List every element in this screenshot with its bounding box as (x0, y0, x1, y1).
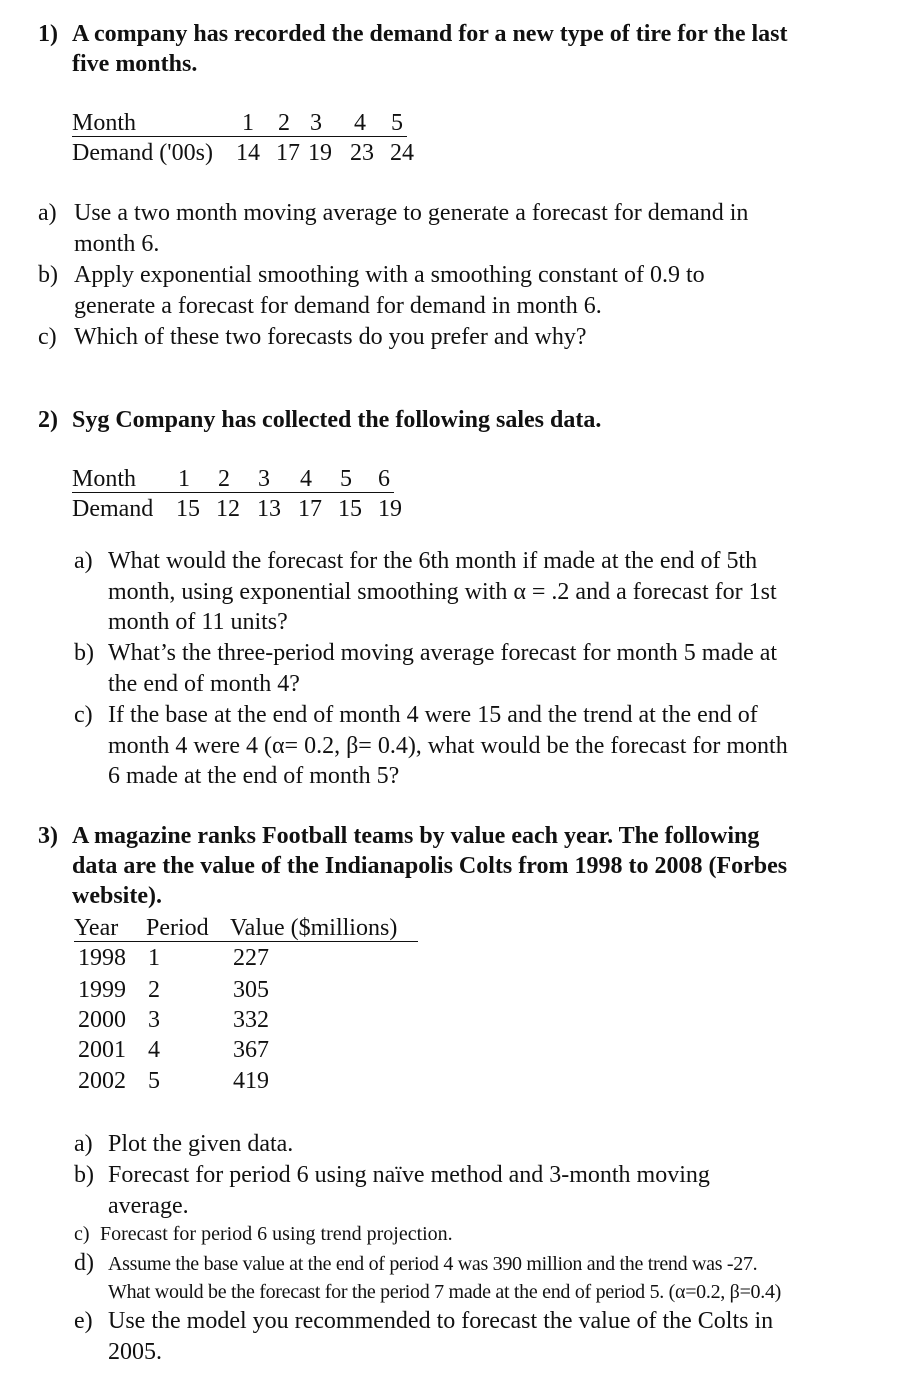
q3-year-cell: 1999 (78, 977, 126, 1003)
q3-period-cell: 1 (148, 945, 160, 971)
q3-header-period: Period (146, 915, 209, 941)
q2-month-value: 2 (218, 466, 230, 492)
question-3-number: 3) (38, 823, 58, 849)
q3-period-cell: 3 (148, 1007, 160, 1033)
q2-part-b-line: the end of month 4? (108, 671, 300, 697)
q1-part-b-line: Apply exponential smoothing with a smoothing constant of 0.9 to (74, 262, 705, 288)
q2-demand-value: 15 (176, 496, 200, 522)
q3-period-cell: 4 (148, 1037, 160, 1063)
q3-year-cell: 1998 (78, 945, 126, 971)
q1-month-value: 3 (310, 110, 322, 136)
q2-part-a-line: month of 11 units? (108, 609, 288, 635)
question-2-text-line-1: Syg Company has collected the following sales data. (72, 407, 602, 433)
q2-demand-value: 19 (378, 496, 402, 522)
q2-demand-value: 12 (216, 496, 240, 522)
q2-part-c-line: If the base at the end of month 4 were 15 and the trend at the end of (108, 702, 758, 728)
q3-part-e-line: Use the model you recommended to forecast the value of the Colts in (108, 1308, 774, 1334)
q2-month-value: 1 (178, 466, 190, 492)
q3-part-b-label: b) (74, 1162, 94, 1188)
question-1-text-line-1: A company has recorded the demand for a new type of tire for the last (72, 21, 788, 47)
q2-month-value: 5 (340, 466, 352, 492)
q2-demand-value: 13 (257, 496, 281, 522)
q2-part-b-label: b) (74, 640, 94, 666)
q3-part-e-label: e) (74, 1308, 93, 1334)
q3-part-a-label: a) (74, 1131, 93, 1157)
q1-demand-value: 19 (308, 140, 332, 166)
q3-part-d-label: d) (74, 1250, 94, 1276)
q2-month-value: 3 (258, 466, 270, 492)
q3-year-cell: 2002 (78, 1068, 126, 1094)
q3-part-c-line: Forecast for period 6 using trend projection. (100, 1223, 453, 1245)
q3-period-cell: 5 (148, 1068, 160, 1094)
q2-part-a-label: a) (74, 548, 93, 574)
q1-part-a-line: Use a two month moving average to generate a forecast for demand in (74, 200, 749, 226)
q1-month-value: 2 (278, 110, 290, 136)
q3-part-c-label: c) (74, 1223, 90, 1245)
q1-demand-value: 24 (390, 140, 414, 166)
question-3-text-line-3: website). (72, 883, 162, 909)
question-2-number: 2) (38, 407, 58, 433)
q1-month-value: 4 (354, 110, 366, 136)
q3-part-b-line: Forecast for period 6 using naïve method and 3-month moving (108, 1162, 710, 1188)
question-1-number: 1) (38, 21, 58, 47)
question-3-text-line-1: A magazine ranks Football teams by value each year. The following (72, 823, 760, 849)
q3-header-year: Year (74, 915, 119, 941)
q1-month-value: 1 (242, 110, 254, 136)
q2-part-b-line: What’s the three-period moving average forecast for month 5 made at (108, 640, 778, 666)
q2-month-label: Month (72, 466, 137, 492)
q3-header-value: Value ($millions) (230, 915, 398, 941)
q2-demand-value: 17 (298, 496, 322, 522)
q3-value-cell: 332 (233, 1007, 269, 1033)
q2-demand-value: 15 (338, 496, 362, 522)
q1-part-b-label: b) (38, 262, 58, 288)
q2-demand-label: Demand (72, 496, 154, 522)
q2-month-value: 4 (300, 466, 312, 492)
q1-part-c-line: Which of these two forecasts do you prefer and why? (74, 324, 587, 350)
q3-value-cell: 419 (233, 1068, 269, 1094)
q2-part-c-label: c) (74, 702, 93, 728)
question-3-text-line-2: data are the value of the Indianapolis Colts from 1998 to 2008 (Forbes (72, 853, 788, 879)
q3-part-b-line: average. (108, 1193, 189, 1219)
q3-year-cell: 2000 (78, 1007, 126, 1033)
q2-part-a-line: What would the forecast for the 6th month if made at the end of 5th (108, 548, 758, 574)
q1-demand-value: 14 (236, 140, 260, 166)
q3-value-cell: 305 (233, 977, 269, 1003)
q1-part-b-line: generate a forecast for demand for demand in month 6. (74, 293, 602, 319)
q3-year-cell: 2001 (78, 1037, 126, 1063)
q3-period-cell: 2 (148, 977, 160, 1003)
q1-part-a-label: a) (38, 200, 57, 226)
q1-demand-value: 17 (276, 140, 300, 166)
q2-part-c-line: 6 made at the end of month 5? (108, 763, 400, 789)
q3-part-d-line: Assume the base value at the end of period 4 was 390 million and the trend was -27. (108, 1253, 758, 1275)
q1-demand-value: 23 (350, 140, 374, 166)
q3-part-d-line: What would be the forecast for the period 7 made at the end of period 5. (α=0.2, β=0.4) (108, 1281, 782, 1303)
q3-part-a-line: Plot the given data. (108, 1131, 294, 1157)
q3-value-cell: 367 (233, 1037, 269, 1063)
q3-part-e-line: 2005. (108, 1339, 162, 1365)
q2-part-c-line: month 4 were 4 (α= 0.2, β= 0.4), what would be the forecast for month (108, 733, 788, 759)
q1-month-label: Month (72, 110, 137, 136)
q1-part-a-line: month 6. (74, 231, 160, 257)
q1-demand-label: Demand ('00s) (72, 140, 213, 166)
q3-value-cell: 227 (233, 945, 269, 971)
q1-month-value: 5 (391, 110, 403, 136)
q1-part-c-label: c) (38, 324, 57, 350)
question-1-text-line-2: five months. (72, 51, 198, 77)
q2-part-a-line: month, using exponential smoothing with α = .2 and a forecast for 1st (108, 579, 777, 605)
q2-month-value: 6 (378, 466, 390, 492)
